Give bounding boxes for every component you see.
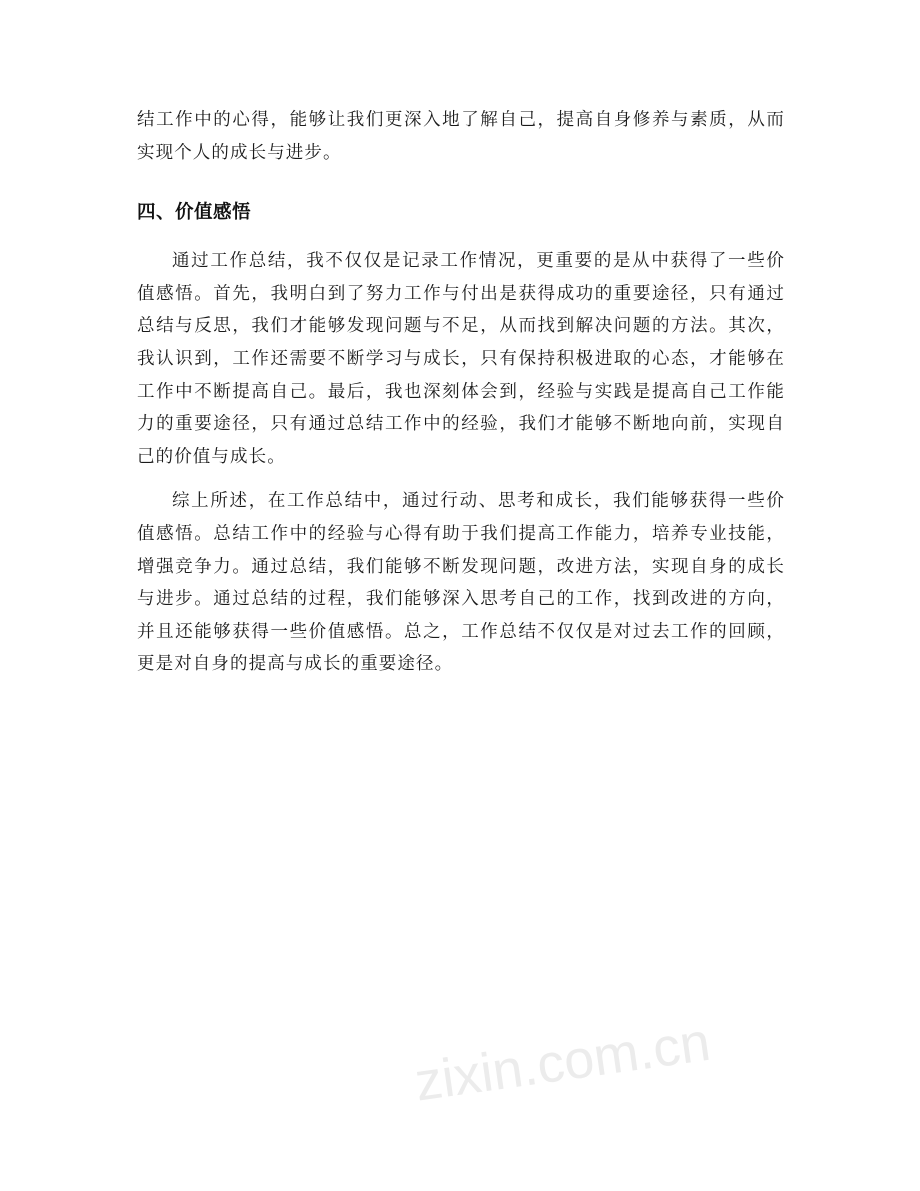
body-paragraph-2: 综上所述，在工作总结中，通过行动、思考和成长，我们能够获得一些价值感悟。总结工作中的经验与心得有助于我们提高工作能力，培养专业技能，增强竞争力。通过总结，我们能够不断发现问题，改进方法，实现自身的成长与进步。通过总结的过程，我们能够深入思考自己的工作，找到改进的方向，并且还能够获得一些价值感悟。总之，工作总结不仅仅是对过去工作的回顾，更是对自身的提高与成长的重要途径。 bbox=[137, 491, 785, 675]
paragraph-continuation: 结工作中的心得，能够让我们更深入地了解自己，提高自身修养与素质，从而实现个人的成长与进步。 bbox=[137, 110, 785, 163]
paragraph-spacer bbox=[137, 473, 785, 485]
body-paragraph-1: 通过工作总结，我不仅仅是记录工作情况，更重要的是从中获得了一些价值感悟。首先，我明白到了努力工作与付出是获得成功的重要途径，只有通过总结与反思，我们才能够发现问题与不足，从而找到解决问题的方法。其次，我认识到，工作还需要不断学习与成长，只有保持积极进取的心态，才能够在工作中不断提高自己。最后，我也深刻体会到，经验与实践是提高自己工作能力的重要途径，只有通过总结工作中的经验，我们才能够不断地向前，实现自己的价值与成长。 bbox=[137, 251, 785, 467]
watermark-logo: zixin.com.cn bbox=[411, 1011, 714, 1113]
document-body bbox=[137, 104, 785, 681]
section-heading: 四、价值感悟 bbox=[137, 202, 252, 224]
